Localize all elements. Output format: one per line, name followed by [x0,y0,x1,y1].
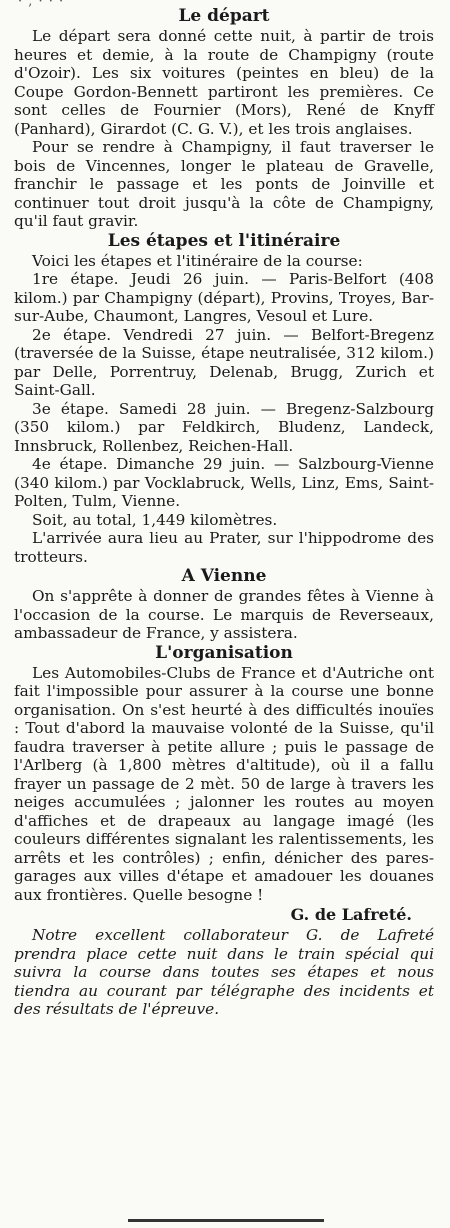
stage-1: 1re étape. Jeudi 26 juin. — Paris-Belfort (408 kilom.) par Champigny (départ), Provins, Troyes, Bar-sur-Aube, Chaumont, Langres, Vesoul et Lure. [14,270,434,325]
stage-4: 4e étape. Dimanche 29 juin. — Salzbourg-Vienne (340 kilom.) par Vocklabruck, Wells, Linz, Ems, Saint-Polten, Tulm, Vienne. [14,455,434,510]
heading-organisation: L'organisation [155,642,293,663]
heading-le-depart: Le départ [178,6,270,26]
paragraph: Voici les étapes et l'itinéraire de la course: [32,251,363,270]
editor-note: Notre excellent collaborateur G. de Lafreté prendra place cette nuit dans le train spécial qui suivra la course dans toutes ses étapes et nous tiendra au courant par télégraphe des incidents et des résultats de l'épreuve. [14,926,434,1018]
paragraph: Le départ sera donné cette nuit, à partir de trois heures et demie, à la route de Champigny (route d'Ozoir). Les six voitures (peintes en bleu) de la Coupe Gordon-Bennett partiront les premières. Ce sont celles de Fournier (Mors), René de Knyff (Panhard), Girardot (C. G. V.), et les trois anglaises. [14,27,434,138]
paragraph: L'arrivée aura lieu au Prater, sur l'hippodrome des trotteurs. [14,529,434,566]
stage-2: 2e étape. Vendredi 27 juin. — Belfort-Bregenz (traversée de la Suisse, étape neutralisée, 312 kilom.) par Delle, Porrentruy, Delenab, Brugg, Zurich et Saint-Gall. [14,325,434,399]
bottom-divider [128,1219,324,1222]
paragraph: On s'apprête à donner de grandes fêtes à Vienne à l'occasion de la course. Le marquis de Reverseaux, ambassadeur de France, y assistera. [14,587,434,642]
paragraph: Les Automobiles-Clubs de France et d'Autriche ont fait l'impossible pour assurer à la course une bonne organisation. On s'est heurté à des difficultés inouïes : Tout d'abord la mauvaise volonté de la Suisse, qu'il faudra traverser à petite allure ; puis le passage de l'Arlberg (à 1,800 mètres d'altitude), où il a fallu frayer un passage de 2 mèt. 50 de large à travers les neiges accumulées ; jalonner les routes au moyen d'affiches et de drapeaux au langage imagé (les couleurs différentes signalant les ralentissements, les arrêts et les contrôles) ; enfin, dénicher des pares-garages aux villes d'étape et amadouer les douanes aux frontières. Quelle besogne ! [14,663,434,904]
heading-a-vienne: A Vienne [181,566,267,586]
paragraph: Pour se rendre à Champigny, il faut traverser le bois de Vincennes, longer le plateau de Gravelle, franchir le passage et les ponts de Joinville et continuer tout droit jusqu'à la côte de Champigny, qu'il faut gravir. [14,138,434,230]
author-signature: G. de Lafreté. [290,905,412,924]
clipped-top-text: · , · · · [18,0,65,9]
stage-3: 3e étape. Samedi 28 juin. — Bregenz-Salzbourg (350 kilom.) par Feldkirch, Bludenz, Landeck, Innsbruck, Rollenbez, Reichen-Hall. [14,399,434,455]
total-distance: Soit, au total, 1,449 kilomètres. [32,510,278,529]
article-column [14,6,434,1019]
heading-etapes-itineraire: Les étapes et l'itinéraire [107,230,341,251]
